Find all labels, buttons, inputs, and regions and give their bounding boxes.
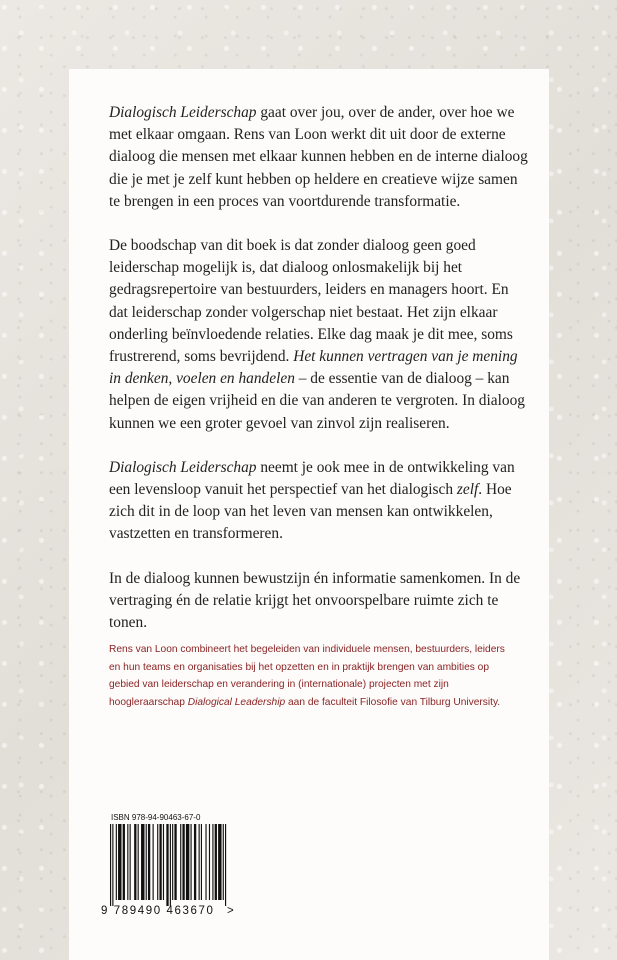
barcode-bar bbox=[191, 824, 192, 900]
barcode-bar bbox=[225, 824, 226, 906]
barcode-bar bbox=[163, 824, 164, 900]
barcode-bar bbox=[205, 824, 206, 900]
barcode-bar bbox=[118, 824, 121, 900]
paragraph-2-italic: Het kunnen vertragen van je mening in denken, voelen en handelen bbox=[109, 348, 518, 388]
paragraph-2-text-start: De boodschap van dit boek is dat zonder dialoog geen goed leiderschap mogelijk is, dat dialoog onlosmakelijk bij het gedragsrepertoire van bestuurders, leiders en managers hoort. En dat leiderschap zonder volgerschap niet bestaat. Het zijn elkaar onderling beïnvloedende relaties. Elke dag maak je dit mee, soms frustrerend, soms bevrijdend. bbox=[109, 237, 513, 366]
barcode-bar bbox=[215, 824, 217, 900]
barcode-bar bbox=[134, 824, 136, 900]
barcode-bar bbox=[157, 824, 158, 900]
barcode-bar bbox=[218, 824, 221, 900]
barcode-bar bbox=[127, 824, 128, 900]
author-bio-italic: Dialogical Leadership bbox=[187, 696, 286, 708]
barcode-bar bbox=[223, 824, 224, 900]
book-title-italic: Dialogisch Leiderschap bbox=[109, 104, 257, 121]
barcode-bar bbox=[159, 824, 161, 900]
paragraph-3-text-end: . Hoe zich dit in de loop van het leven van mensen kan ontwikkelen, vastzetten en transformeren. bbox=[109, 481, 512, 543]
barcode-bar bbox=[174, 824, 176, 900]
barcode-bar bbox=[148, 824, 150, 900]
blurb-text bbox=[109, 102, 531, 634]
barcode-bar bbox=[212, 824, 213, 900]
barcode-bar bbox=[209, 824, 210, 900]
paragraph-1 bbox=[109, 102, 531, 213]
barcode-quiet-zone-marker: > bbox=[227, 905, 234, 917]
author-bio-text-end: aan de faculteit Filosofie van Tilburg University. bbox=[285, 696, 501, 708]
barcode-bar bbox=[180, 824, 181, 900]
barcode-bar bbox=[138, 824, 139, 900]
barcode-bar bbox=[123, 824, 125, 900]
paragraph-2 bbox=[109, 235, 531, 435]
isbn-label: ISBN 978-94-90463-67-0 bbox=[111, 813, 201, 822]
barcode-bar bbox=[170, 824, 171, 906]
barcode-bar bbox=[116, 824, 117, 900]
back-cover-panel bbox=[69, 69, 549, 960]
barcode-bar bbox=[130, 824, 131, 900]
barcode-bar bbox=[186, 824, 189, 900]
barcode-bar bbox=[110, 824, 111, 906]
barcode-bar bbox=[153, 824, 154, 900]
barcode-digits: 9 789490 463670 bbox=[101, 905, 215, 917]
barcode-bar bbox=[146, 824, 147, 900]
author-bio-text: Rens van Loon combineert het begeleiden van individuele mensen, bestuurders, leiders en hun teams en organisaties bij het opzetten en in praktijk brengen van ambities op gebied van leiderschap en verandering in (internationale) projecten met zijn hoogleraarschap bbox=[109, 644, 505, 708]
paragraph-3-text: neemt je ook mee in de ontwikkeling van een levensloop vanuit het perspectief van het dialogisch bbox=[109, 458, 515, 499]
paragraph-3 bbox=[109, 457, 531, 546]
barcode-bar bbox=[112, 824, 113, 906]
barcode-bar bbox=[166, 824, 168, 906]
barcode-bar bbox=[172, 824, 173, 900]
paragraph-1-text: gaat over jou, over de ander, over hoe we met elkaar omgaan. Rens van Loon werkt dit uit door de externe dialoog die mensen met elkaar kunnen hebben en de interne dialoog die je met je zelf kunt hebben op heldere en creatieve wijze samen te brengen in een proces van voortdurende transformatie. bbox=[109, 104, 528, 210]
paragraph-4: In de dialoog kunnen bewustzijn én informatie samenkomen. In de vertraging én de relatie krijgt het onvoorspelbare ruimte zich te tonen. bbox=[109, 569, 521, 632]
barcode-bar bbox=[194, 824, 196, 900]
barcode-bar bbox=[182, 824, 184, 900]
barcode bbox=[110, 824, 232, 906]
barcode-bar bbox=[199, 824, 200, 900]
barcode-bar bbox=[141, 824, 144, 900]
barcode-bar bbox=[201, 824, 202, 900]
paragraph-2-text-end: – de essentie van de dialoog – kan helpen de eigen vrijheid en die van anderen te vergroten. In dialoog kunnen we een groter gevoel van zinvol zijn realiseren. bbox=[109, 370, 525, 432]
author-bio bbox=[109, 641, 519, 711]
book-title-italic: Dialogisch Leiderschap bbox=[109, 458, 257, 476]
paragraph-3-italic: zelf bbox=[456, 481, 479, 499]
